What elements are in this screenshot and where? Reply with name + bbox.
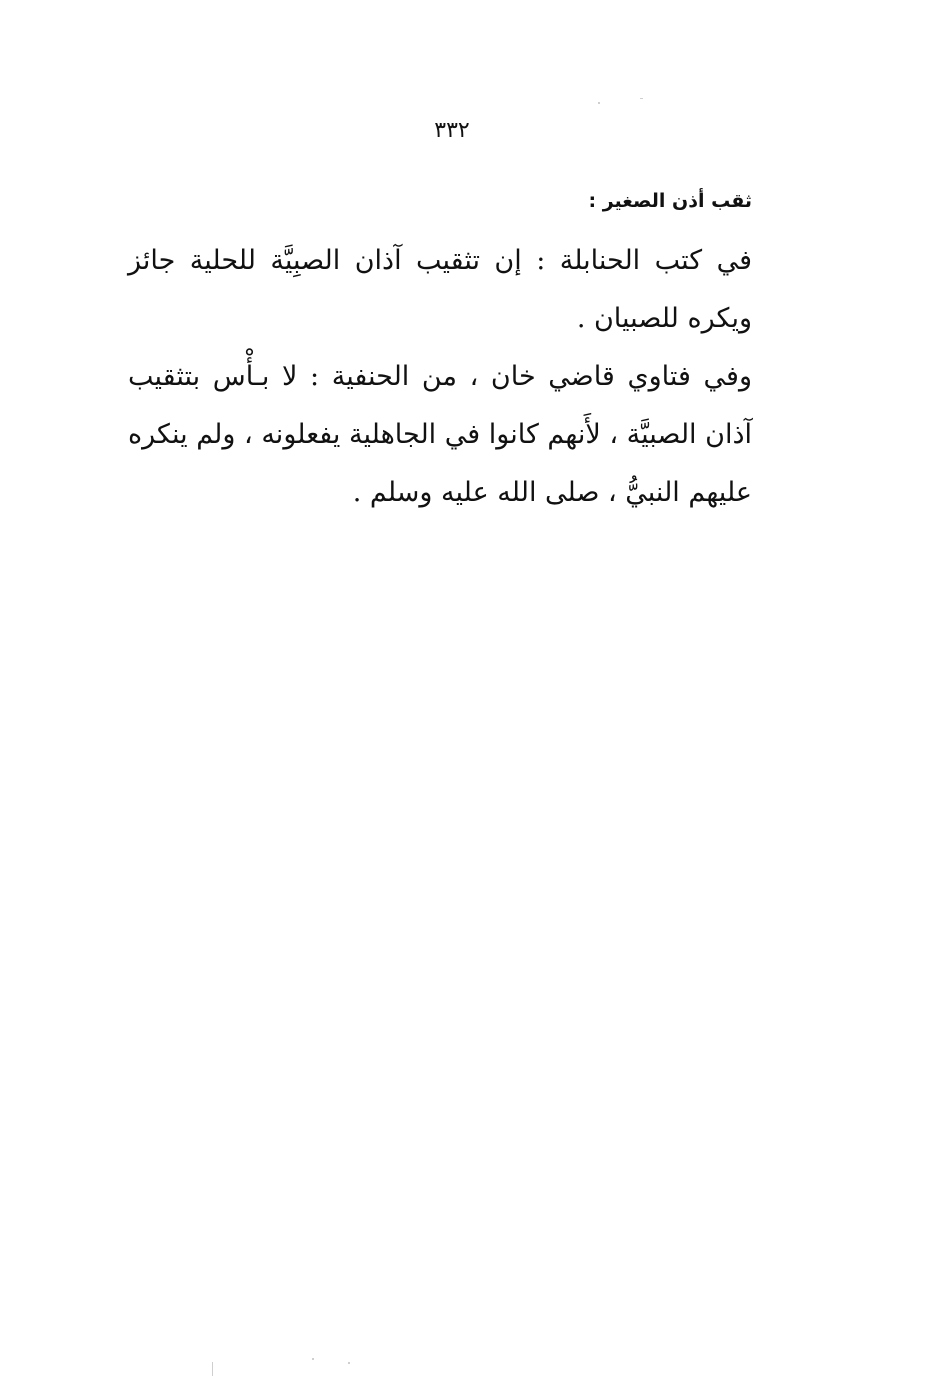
- paragraph-1: في كتب الحنابلة : إن تثقيب آذان الصبِيَّة للحلية جائز ويكره للصبيان .: [128, 245, 752, 334]
- paragraph-2: وفي فتاوي قاضي خان ، من الحنفية : لا بـأْس بتثقيب آذان الصبيَّة ، لأَنهم كانوا في الجاهلية يفعلونه ، ولم ينكره عليهم النبيُّ ، صلى الله عليه وسلم .: [128, 361, 752, 508]
- scan-speck: [212, 1362, 213, 1376]
- page-content: [128, 182, 752, 522]
- scan-speck: [598, 102, 600, 104]
- scan-speck: [348, 1362, 350, 1364]
- scan-speck: [640, 98, 643, 99]
- scan-speck: [312, 1358, 314, 1360]
- section-heading: ثقب أذن الصغير :: [588, 190, 752, 212]
- page-number: ٣٣٢: [434, 118, 470, 143]
